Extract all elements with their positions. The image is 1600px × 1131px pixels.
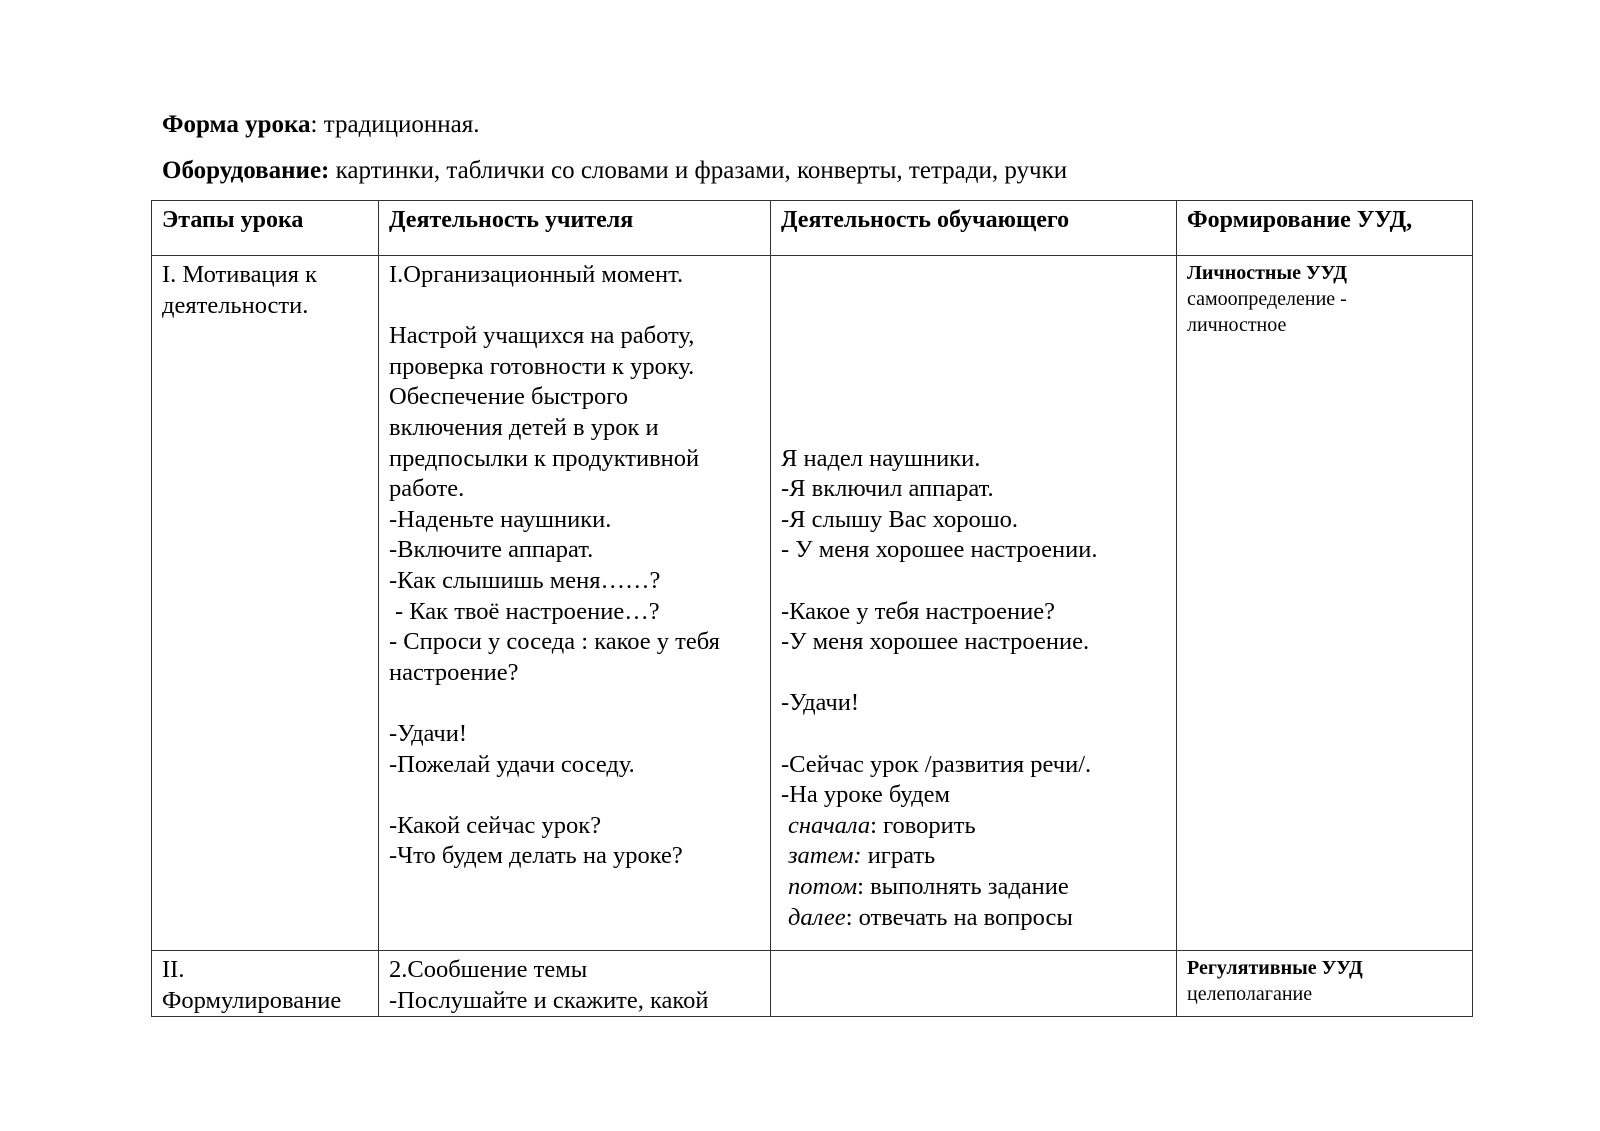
teacher-line [389, 780, 760, 811]
teacher-line: I.Организационный момент. [389, 261, 684, 288]
student-plan-line [781, 903, 1166, 934]
uud-title: Регулятивные УУД [1187, 957, 1363, 979]
teacher-line: работе. [389, 475, 465, 503]
lesson-form-value: : традиционная. [310, 111, 480, 138]
plan-step-text: : говорить [870, 811, 976, 839]
teacher-line: -Наденьте наушники. [389, 505, 612, 533]
plan-step-word: далее [788, 903, 846, 931]
teacher-line: - Как твоё настроение…? [395, 597, 660, 625]
plan-step-text: : выполнять задание [857, 872, 1069, 900]
student-activity-cell [771, 256, 1177, 951]
student-plan-line [781, 872, 1166, 903]
equipment-line [162, 156, 1067, 186]
student-line: -Сейчас урок /развития речи/. [781, 750, 1092, 778]
student-plan-line [781, 811, 1166, 842]
student-spacer [781, 260, 1166, 444]
stage-line: Формулирование [162, 986, 342, 1014]
teacher-line: -Послушайте и скажите, какой [389, 986, 709, 1014]
table-row [152, 951, 1473, 1017]
lesson-form-label: Форма урока [162, 111, 311, 138]
teacher-line: включения детей в урок и [389, 413, 659, 441]
plan-step-word: потом [788, 872, 858, 900]
teacher-line: - Спроси у соседа : какое у тебя [389, 628, 720, 656]
stage-line: деятельности. [162, 291, 309, 319]
table-header-row [152, 201, 1473, 256]
student-line: -Удачи! [781, 689, 860, 717]
student-line: -Я включил аппарат. [781, 475, 994, 503]
teacher-line: -Включите аппарат. [389, 536, 594, 564]
teacher-line: -Как слышишь меня……? [389, 566, 661, 594]
equipment-label: Оборудование: [162, 157, 330, 184]
student-line [781, 719, 1166, 750]
student-plan-line [781, 841, 1166, 872]
teacher-line: -Что будем делать на уроке? [389, 842, 683, 870]
student-line [781, 566, 1166, 597]
teacher-line [389, 291, 760, 322]
student-line: -У меня хорошее настроение. [781, 628, 1090, 656]
teacher-line: -Какой сейчас урок? [389, 811, 602, 839]
teacher-line [389, 688, 760, 719]
student-activity-cell [771, 951, 1177, 1017]
column-header-uud: Формирование УУД, [1177, 201, 1473, 256]
column-header-stages: Этапы урока [152, 201, 379, 256]
plan-step-text: : отвечать на вопросы [845, 903, 1073, 931]
uud-cell [1177, 256, 1473, 951]
uud-cell [1177, 951, 1473, 1017]
stage-cell [152, 256, 379, 951]
table-row [152, 256, 1473, 951]
stage-line: I. Мотивация к [162, 261, 317, 288]
equipment-value: картинки, таблички со словами и фразами, конверты, тетради, ручки [329, 157, 1068, 184]
plan-step-text: играть [861, 842, 936, 870]
student-line: -Какое у тебя настроение? [781, 597, 1055, 625]
student-line: -На уроке будем [781, 781, 950, 809]
teacher-line: Обеспечение быстрого [389, 383, 628, 411]
column-header-teacher: Деятельность учителя [379, 201, 771, 256]
uud-text: целеполагание [1187, 983, 1313, 1005]
column-header-student: Деятельность обучающего [771, 201, 1177, 256]
teacher-line: 2.Сообшение темы [389, 956, 588, 983]
student-line: - У меня хорошее настроении. [781, 536, 1098, 564]
teacher-line: предпосылки к продуктивной [389, 444, 700, 472]
plan-step-word: затем: [788, 842, 862, 870]
teacher-activity-cell [379, 951, 771, 1017]
plan-step-word: сначала [788, 811, 871, 839]
teacher-line: проверка готовности к уроку. [389, 352, 695, 380]
teacher-line: -Удачи! [389, 719, 468, 747]
student-line: -Я слышу Вас хорошо. [781, 505, 1018, 533]
lesson-plan-table [151, 200, 1473, 1017]
student-line: Я надел наушники. [781, 444, 981, 472]
uud-title: Личностные УУД [1187, 262, 1348, 284]
teacher-activity-cell [379, 256, 771, 951]
student-line [781, 658, 1166, 689]
stage-cell [152, 951, 379, 1017]
teacher-line: -Пожелай удачи соседу. [389, 750, 635, 778]
teacher-line: Настрой учащихся на работу, [389, 322, 695, 350]
lesson-form-line [162, 110, 480, 140]
uud-text: личностное [1187, 314, 1287, 336]
uud-text: самоопределение - [1187, 288, 1347, 310]
teacher-line: настроение? [389, 658, 519, 686]
stage-line: II. [162, 956, 185, 983]
